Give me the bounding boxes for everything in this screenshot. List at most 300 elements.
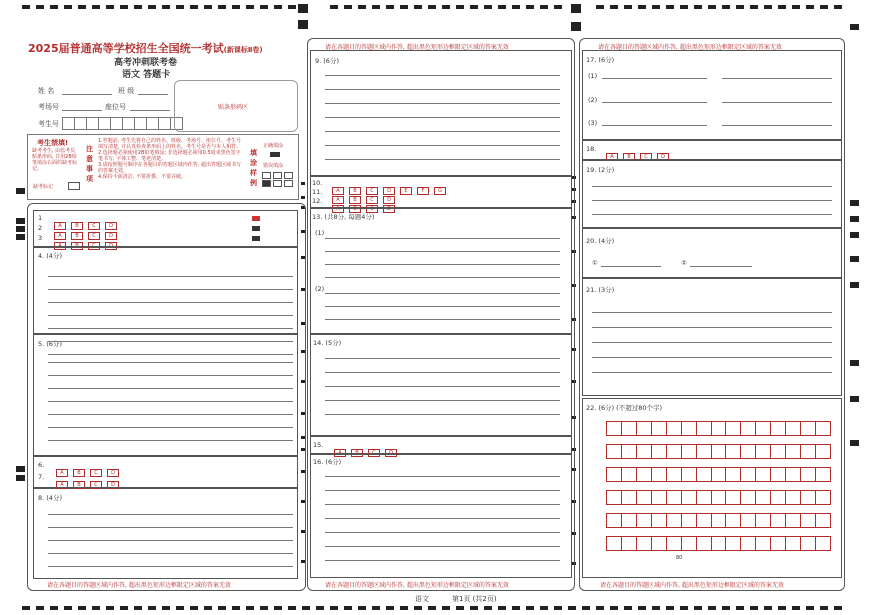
q20-2-line[interactable] <box>690 266 752 267</box>
barcode-label: 贴条形码区 <box>218 104 249 111</box>
timing-mark <box>148 5 156 9</box>
answer-line[interactable] <box>325 251 560 252</box>
writing-cell[interactable] <box>756 537 771 551</box>
option-bubble[interactable]: D <box>107 481 119 489</box>
timing-mark <box>638 5 646 9</box>
timing-mark <box>330 5 338 9</box>
writing-cell[interactable] <box>637 491 652 505</box>
correct-fill-label: 正确填涂 <box>263 143 284 149</box>
answer-line[interactable] <box>325 264 560 265</box>
writing-cell[interactable] <box>667 491 682 505</box>
timing-mark <box>16 218 25 224</box>
writing-cell[interactable] <box>741 514 756 528</box>
writing-cell[interactable] <box>667 468 682 482</box>
option-bubble[interactable]: B <box>73 469 85 477</box>
timing-mark <box>652 5 660 9</box>
q7-number: 7. <box>38 473 45 481</box>
writing-cell[interactable] <box>712 422 727 436</box>
answer-line[interactable] <box>325 504 560 505</box>
writing-cell[interactable] <box>771 422 786 436</box>
writing-cell[interactable] <box>801 537 816 551</box>
writing-cell[interactable] <box>622 514 637 528</box>
timing-mark <box>386 5 394 9</box>
q4-number: 4. (4分) <box>38 252 62 260</box>
writing-cell[interactable] <box>756 468 771 482</box>
writing-cell[interactable] <box>801 491 816 505</box>
writing-cell[interactable] <box>771 445 786 459</box>
option-bubble[interactable]: B <box>73 481 85 489</box>
writing-cell[interactable] <box>697 491 712 505</box>
q17-3-line-b[interactable] <box>722 125 832 126</box>
timing-mark <box>386 606 394 610</box>
writing-cell[interactable] <box>682 445 697 459</box>
class-field[interactable] <box>138 94 168 95</box>
writing-cell[interactable] <box>667 537 682 551</box>
name-field[interactable] <box>62 94 112 95</box>
timing-mark <box>512 606 520 610</box>
writing-grid-row[interactable] <box>606 444 831 459</box>
answer-line[interactable] <box>325 306 560 307</box>
timing-mark <box>50 606 58 610</box>
writing-cell[interactable] <box>816 422 831 436</box>
q14-box <box>310 334 572 436</box>
writing-cell[interactable] <box>741 468 756 482</box>
option-bubble[interactable]: C <box>88 232 100 240</box>
timing-mark <box>456 606 464 610</box>
writing-cell[interactable] <box>652 537 667 551</box>
writing-cell[interactable] <box>801 468 816 482</box>
timing-mark <box>792 5 800 9</box>
answer-line[interactable] <box>325 319 560 320</box>
option-bubble[interactable]: D <box>383 187 395 195</box>
writing-cell[interactable] <box>786 468 801 482</box>
option-bubble[interactable]: E <box>400 187 412 195</box>
writing-cell[interactable] <box>712 537 727 551</box>
answer-line[interactable] <box>48 341 293 342</box>
writing-cell[interactable] <box>816 514 831 528</box>
option-bubble[interactable]: B <box>71 222 83 230</box>
timing-mark <box>834 5 842 9</box>
timing-mark <box>246 5 254 9</box>
class-label: 班 级 <box>118 87 135 95</box>
writing-cell[interactable] <box>771 537 786 551</box>
q17-number: 17. (6分) <box>586 56 615 64</box>
option-bubble[interactable]: F <box>417 187 429 195</box>
answer-line[interactable] <box>48 566 293 567</box>
timing-mark <box>176 606 184 610</box>
timing-mark <box>666 606 674 610</box>
answer-line[interactable] <box>325 490 560 491</box>
writing-cell[interactable] <box>682 468 697 482</box>
option-bubble[interactable]: B <box>349 196 361 204</box>
option-bubble[interactable]: B <box>349 187 361 195</box>
timing-mark <box>358 5 366 9</box>
answer-line[interactable] <box>592 186 832 187</box>
option-bubble[interactable]: D <box>105 242 117 250</box>
option-bubble[interactable]: A <box>332 187 344 195</box>
timing-mark <box>806 606 814 610</box>
timing-mark <box>834 606 842 610</box>
timing-mark <box>204 5 212 9</box>
timing-mark <box>190 5 198 9</box>
writing-cell[interactable] <box>816 468 831 482</box>
writing-cell[interactable] <box>622 445 637 459</box>
writing-cell[interactable] <box>726 491 741 505</box>
answer-line[interactable] <box>325 476 560 477</box>
writing-cell[interactable] <box>607 422 622 436</box>
writing-cell[interactable] <box>637 537 652 551</box>
writing-cell[interactable] <box>667 514 682 528</box>
timing-mark <box>36 606 44 610</box>
writing-cell[interactable] <box>697 468 712 482</box>
writing-cell[interactable] <box>726 537 741 551</box>
answer-line[interactable] <box>325 414 560 415</box>
q13-1-number: (1) <box>315 229 325 237</box>
option-bubble[interactable]: B <box>71 242 83 250</box>
timing-mark <box>512 5 520 9</box>
answer-line[interactable] <box>48 289 293 290</box>
timing-mark <box>120 5 128 9</box>
option-bubble[interactable]: C <box>90 469 102 477</box>
option-bubble[interactable]: A <box>332 196 344 204</box>
option-bubble[interactable]: A <box>56 469 68 477</box>
writing-cell[interactable] <box>697 422 712 436</box>
timing-mark <box>820 606 828 610</box>
writing-grid-row[interactable] <box>606 513 831 528</box>
answer-line[interactable] <box>325 131 560 132</box>
timing-mark <box>120 606 128 610</box>
option-bubble[interactable]: A <box>54 242 66 250</box>
answer-line[interactable] <box>325 518 560 519</box>
writing-cell[interactable] <box>786 514 801 528</box>
option-bubble[interactable]: A <box>606 153 618 161</box>
answer-line[interactable] <box>592 372 832 373</box>
writing-cell[interactable] <box>712 514 727 528</box>
no-fill-title: 考生禁填! <box>37 139 69 147</box>
writing-cell[interactable] <box>801 422 816 436</box>
timing-mark <box>218 5 226 9</box>
seat-field[interactable] <box>130 110 170 111</box>
timing-mark <box>484 606 492 610</box>
timing-mark <box>850 232 859 238</box>
q14-number: 14. (5分) <box>313 339 342 347</box>
writing-cell[interactable] <box>667 445 682 459</box>
timing-mark <box>624 5 632 9</box>
option-bubble[interactable]: D <box>657 153 669 161</box>
writing-cell[interactable] <box>816 537 831 551</box>
writing-cell[interactable] <box>697 514 712 528</box>
writing-cell[interactable] <box>652 445 667 459</box>
writing-cell[interactable] <box>712 445 727 459</box>
writing-cell[interactable] <box>786 491 801 505</box>
timing-mark <box>596 5 604 9</box>
timing-mark <box>414 606 422 610</box>
option-bubble[interactable]: B <box>623 153 635 161</box>
writing-cell[interactable] <box>652 468 667 482</box>
writing-cell[interactable] <box>801 514 816 528</box>
answer-line[interactable] <box>48 354 293 355</box>
writing-cell[interactable] <box>682 422 697 436</box>
q17-2-line-b[interactable] <box>722 102 832 103</box>
writing-grid-row[interactable] <box>606 490 831 505</box>
timing-mark <box>16 234 25 240</box>
answer-line[interactable] <box>48 401 293 402</box>
timing-mark <box>680 606 688 610</box>
writing-cell[interactable] <box>682 491 697 505</box>
writing-cell[interactable] <box>726 468 741 482</box>
exam-room-field[interactable] <box>62 110 102 111</box>
column-1-warning: 请在各题目的答题区域内作答, 超出黑色矩形边框限定区域的答案无效 <box>47 582 231 589</box>
writing-cell[interactable] <box>816 491 831 505</box>
writing-cell[interactable] <box>726 422 741 436</box>
option-bubble[interactable]: B <box>71 232 83 240</box>
writing-cell[interactable] <box>771 514 786 528</box>
timing-mark <box>442 5 450 9</box>
answer-line[interactable] <box>592 342 832 343</box>
writing-cell[interactable] <box>637 514 652 528</box>
q2-number: 2 <box>38 224 43 232</box>
timing-mark <box>190 606 198 610</box>
writing-cell[interactable] <box>756 491 771 505</box>
answer-line[interactable] <box>325 546 560 547</box>
q17-box <box>582 50 842 140</box>
timing-mark <box>442 606 450 610</box>
option-bubble[interactable]: D <box>383 205 395 213</box>
q17-1-line-a[interactable] <box>602 78 707 79</box>
student-no-label: 考生号 <box>38 120 59 128</box>
answer-line[interactable] <box>325 358 560 359</box>
q17-3-number: (3) <box>588 119 598 127</box>
footer-subject: 语文 <box>415 595 429 603</box>
answer-line[interactable] <box>325 75 560 76</box>
writing-cell[interactable] <box>607 491 622 505</box>
writing-cell[interactable] <box>697 537 712 551</box>
writing-cell[interactable] <box>786 422 801 436</box>
q17-1-line-b[interactable] <box>722 78 832 79</box>
timing-mark <box>50 5 58 9</box>
writing-cell[interactable] <box>652 422 667 436</box>
option-bubble[interactable]: C <box>640 153 652 161</box>
answer-line[interactable] <box>48 302 293 303</box>
writing-cell[interactable] <box>786 445 801 459</box>
answer-line[interactable] <box>325 89 560 90</box>
answer-line[interactable] <box>48 427 293 428</box>
timing-mark <box>218 606 226 610</box>
writing-cell[interactable] <box>622 537 637 551</box>
writing-cell[interactable] <box>622 491 637 505</box>
answer-line[interactable] <box>48 388 293 389</box>
writing-cell[interactable] <box>741 445 756 459</box>
writing-cell[interactable] <box>607 514 622 528</box>
timing-mark <box>596 606 604 610</box>
q3-marker <box>252 236 260 241</box>
option-bubble[interactable]: B <box>351 449 363 457</box>
answer-line[interactable] <box>325 238 560 239</box>
timing-mark <box>850 360 859 366</box>
timing-mark <box>106 606 114 610</box>
answer-line[interactable] <box>48 514 293 515</box>
writing-cell[interactable] <box>726 514 741 528</box>
writing-cell[interactable] <box>786 537 801 551</box>
correct-fill-sample <box>270 152 280 157</box>
timing-mark <box>78 606 86 610</box>
writing-cell[interactable] <box>712 468 727 482</box>
option-bubble[interactable]: A <box>334 449 346 457</box>
option-bubble[interactable]: A <box>56 481 68 489</box>
timing-mark <box>232 606 240 610</box>
answer-line[interactable] <box>592 214 832 215</box>
student-no-boxes[interactable] <box>62 117 183 130</box>
answer-line[interactable] <box>325 103 560 104</box>
q12-number: 12. <box>312 197 323 205</box>
writing-cell[interactable] <box>697 445 712 459</box>
option-bubble[interactable]: A <box>54 232 66 240</box>
option-bubble[interactable]: D <box>385 449 397 457</box>
option-bubble[interactable]: C <box>88 242 100 250</box>
writing-cell[interactable] <box>607 537 622 551</box>
timing-mark <box>850 24 859 30</box>
writing-cell[interactable] <box>682 537 697 551</box>
writing-cell[interactable] <box>637 445 652 459</box>
answer-line[interactable] <box>325 277 560 278</box>
answer-line[interactable] <box>325 386 560 387</box>
q13-box <box>310 208 572 334</box>
notice-items <box>98 138 244 180</box>
timing-mark <box>470 606 478 610</box>
q17-2-line-a[interactable] <box>602 102 707 103</box>
option-bubble[interactable]: C <box>366 205 378 213</box>
writing-cell[interactable] <box>741 491 756 505</box>
fill-sample-title: 填涂样例 <box>250 149 257 187</box>
answer-line[interactable] <box>325 117 560 118</box>
writing-cell[interactable] <box>741 537 756 551</box>
q13-number: 13. (共8分, 每题4分) <box>312 213 375 221</box>
answer-line[interactable] <box>325 532 560 533</box>
timing-mark <box>288 606 296 610</box>
writing-cell[interactable] <box>771 468 786 482</box>
answer-line[interactable] <box>48 362 293 363</box>
option-bubble[interactable]: A <box>332 205 344 213</box>
writing-cell[interactable] <box>622 422 637 436</box>
writing-cell[interactable] <box>637 422 652 436</box>
answer-line[interactable] <box>592 200 832 201</box>
option-bubble[interactable]: A <box>54 222 66 230</box>
writing-cell[interactable] <box>682 514 697 528</box>
option-bubble[interactable]: C <box>88 222 100 230</box>
q21-number: 21. (3分) <box>586 286 615 294</box>
option-bubble[interactable]: B <box>349 205 361 213</box>
writing-cell[interactable] <box>816 445 831 459</box>
answer-line[interactable] <box>48 553 293 554</box>
answer-line[interactable] <box>592 357 832 358</box>
writing-cell[interactable] <box>637 468 652 482</box>
q21-box <box>582 278 842 396</box>
writing-cell[interactable] <box>622 468 637 482</box>
q4-box <box>33 246 298 335</box>
option-bubble[interactable]: C <box>90 481 102 489</box>
q20-1-line[interactable] <box>601 266 661 267</box>
answer-line[interactable] <box>325 159 560 160</box>
column-2-warning-top: 请在各题目的答题区域内作答, 超出黑色矩形边框限定区域的答案无效 <box>325 44 509 51</box>
timing-mark <box>92 606 100 610</box>
q20-number: 20. (4分) <box>586 237 615 245</box>
answer-line[interactable] <box>325 372 560 373</box>
q9-number: 9. (6分) <box>315 57 339 65</box>
writing-cell[interactable] <box>652 514 667 528</box>
writing-cell[interactable] <box>756 445 771 459</box>
q20-box <box>582 228 842 278</box>
writing-grid-row[interactable] <box>606 467 831 482</box>
option-bubble[interactable]: G <box>434 187 446 195</box>
wrong-fill-samples <box>262 172 293 179</box>
timing-mark <box>400 606 408 610</box>
timing-mark <box>92 5 100 9</box>
writing-cell[interactable] <box>607 445 622 459</box>
answer-line[interactable] <box>48 440 293 441</box>
answer-line[interactable] <box>48 414 293 415</box>
column-3-warning-bottom: 请在各题目的答题区域内作答, 超出黑色矩形边框限定区域的答案无效 <box>600 582 784 589</box>
option-bubble[interactable]: D <box>105 222 117 230</box>
answer-line[interactable] <box>592 327 832 328</box>
writing-cell[interactable] <box>652 491 667 505</box>
q17-3-line-a[interactable] <box>602 125 707 126</box>
writing-cell[interactable] <box>756 514 771 528</box>
writing-cell[interactable] <box>712 491 727 505</box>
timing-mark <box>708 5 716 9</box>
answer-line[interactable] <box>325 145 560 146</box>
answer-line[interactable] <box>48 328 293 329</box>
option-bubble[interactable]: D <box>105 232 117 240</box>
writing-cell[interactable] <box>771 491 786 505</box>
writing-cell[interactable] <box>756 422 771 436</box>
writing-cell[interactable] <box>741 422 756 436</box>
timing-mark <box>316 606 324 610</box>
writing-grid-row[interactable] <box>606 536 831 551</box>
answer-line[interactable] <box>48 315 293 316</box>
option-bubble[interactable]: C <box>366 196 378 204</box>
q1-number: 1 <box>38 214 43 222</box>
timing-mark <box>414 5 422 9</box>
timing-mark <box>64 606 72 610</box>
option-bubble[interactable]: D <box>107 469 119 477</box>
answer-line[interactable] <box>48 276 293 277</box>
timing-mark <box>750 606 758 610</box>
answer-line[interactable] <box>325 293 560 294</box>
answer-line[interactable] <box>325 400 560 401</box>
option-bubble[interactable]: C <box>366 187 378 195</box>
timing-mark <box>571 4 581 13</box>
timing-mark <box>274 606 282 610</box>
answer-line[interactable] <box>325 560 560 561</box>
writing-cell[interactable] <box>726 445 741 459</box>
column-3-warning-top: 请在各题目的答题区域内作答, 超出黑色矩形边框限定区域的答案无效 <box>598 44 782 51</box>
answer-line[interactable] <box>592 312 832 313</box>
answer-line[interactable] <box>48 540 293 541</box>
writing-cell[interactable] <box>667 422 682 436</box>
timing-mark <box>694 606 702 610</box>
notice-item: 2.选择题必须使用2B铅笔填涂; 非选择题必须用0.5毫米黑色签字笔书写, 字体工整、笔迹清楚。 <box>98 150 241 162</box>
absent-box[interactable] <box>68 182 80 190</box>
answer-line[interactable] <box>48 375 293 376</box>
writing-cell[interactable] <box>607 468 622 482</box>
answer-line[interactable] <box>48 527 293 528</box>
writing-grid-row[interactable] <box>606 421 831 436</box>
option-bubble[interactable]: C <box>368 449 380 457</box>
q17-1-number: (1) <box>588 72 598 80</box>
option-bubble[interactable]: D <box>383 196 395 204</box>
writing-cell[interactable] <box>801 445 816 459</box>
timing-mark <box>16 475 25 481</box>
